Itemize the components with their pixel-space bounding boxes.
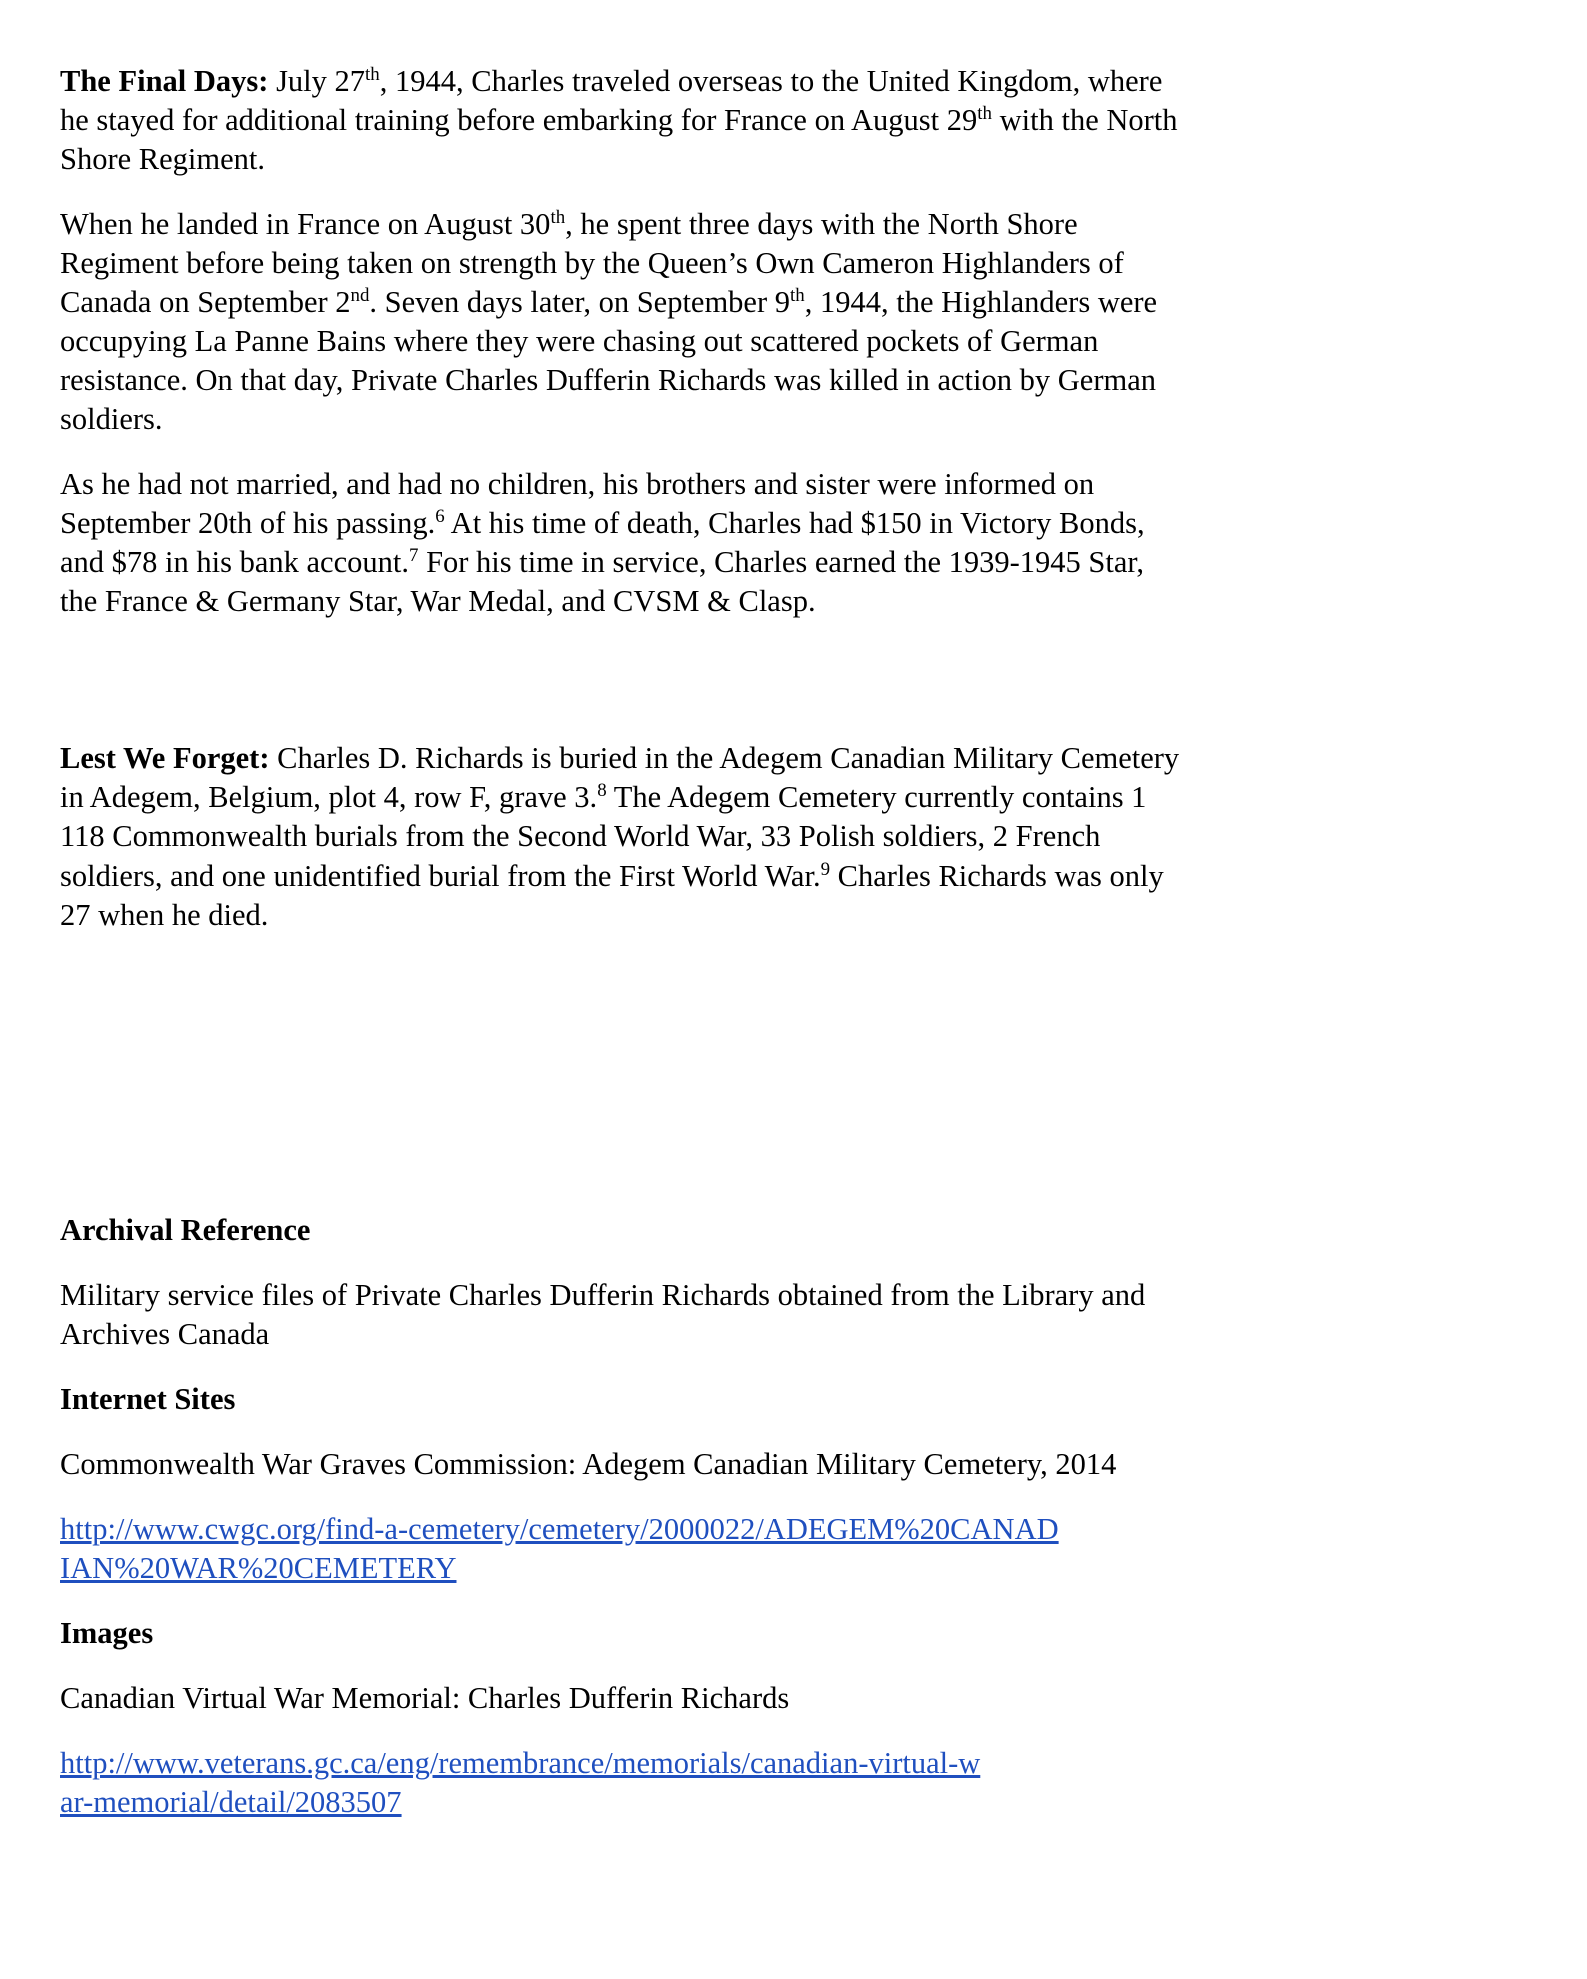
archival-reference-entry: Military service files of Private Charles Dufferin Richards obtained from the Library and Archives Canada xyxy=(60,1277,1146,1351)
superscript-marker: th xyxy=(365,63,380,85)
paragraph-landing-in-france xyxy=(60,205,1180,439)
paragraph-final-days-text: July 27th, 1944, Charles traveled overseas to the United Kingdom, where he stayed for additional training before embarking for France on August 29th with the North Shore Regiment. xyxy=(60,63,1178,177)
heading-archival-reference: Archival Reference xyxy=(60,1212,311,1247)
cwgc-cemetery-link[interactable]: http://www.cwgc.org/find-a-cemetery/cemetery/2000022/ADEGEM%20CANADIAN%20WAR%20CEMETERY xyxy=(60,1511,1059,1585)
runin-heading-final-days: The Final Days: xyxy=(60,64,269,98)
superscript-marker: th xyxy=(550,206,566,228)
superscript-marker: 9 xyxy=(820,858,831,880)
document-body xyxy=(60,62,1180,1822)
paragraph-estate-and-medals-text: As he had not married, and had no children, his brothers and sister were informed on September 20th of his passing.$^6$ At his time of death, Charles had $150 in Victory Bonds, and $78 in his bank account.$^7$ For his time in service, Charles earned the 1939-1945 Star, the France & Germany Star, War Medal, and CVSM & Clasp. xyxy=(60,467,1145,619)
superscript-marker: 7 xyxy=(408,545,419,567)
cwgc-link-container xyxy=(60,1510,1065,1588)
superscript-marker: nd xyxy=(350,285,370,306)
superscript-marker: th xyxy=(790,285,805,306)
superscript-marker: 8 xyxy=(597,780,607,802)
paragraph-estate-and-medals xyxy=(60,465,1180,621)
superscript-marker: th xyxy=(977,102,992,124)
references-spacer xyxy=(60,961,1180,1211)
runin-heading-lest-we-forget: Lest We Forget: xyxy=(60,741,270,776)
superscript-marker: 6 xyxy=(435,506,445,528)
veterans-link-container xyxy=(60,1744,990,1822)
paragraph-lest-we-forget-text: Charles D. Richards is buried in the Adegem Canadian Military Cemetery in Adegem, Belgium, plot 4, row F, grave 3.$^8$ The Adegem Cemetery currently contains 1 118 Commonwealth burials from the Second World War, 33 Polish soldiers, 2 French soldiers, and one unidentified burial from the First World War.$^9$ Charles Richards was only 27 when he died. xyxy=(60,741,1180,932)
images-entry: Canadian Virtual War Memorial: Charles Dufferin Richards xyxy=(60,1680,790,1715)
canadian-virtual-war-memorial-link[interactable]: http://www.veterans.gc.ca/eng/remembrance/memorials/canadian-virtual-war-memorial/detail/2083507 xyxy=(60,1745,981,1819)
paragraph-landing-in-france-text: When he landed in France on August 30th, he spent three days with the North Shore Regiment before being taken on strength by the Queen’s Own Cameron Highlanders of Canada on September 2nd. Seven days later, on September 9th, 1944, the Highlanders were occupying La Panne Bains where they were chasing out scattered pockets of German resistance. On that day, Private Charles Dufferin Richards was killed in action by German soldiers. xyxy=(60,206,1158,437)
paragraph-final-days xyxy=(60,62,1180,179)
heading-images: Images xyxy=(60,1615,154,1650)
internet-sites-entry: Commonwealth War Graves Commission: Adegem Canadian Military Cemetery, 2014 xyxy=(60,1446,1117,1481)
heading-internet-sites: Internet Sites xyxy=(60,1381,236,1416)
paragraph-lest-we-forget xyxy=(60,739,1180,934)
paragraph-spacer xyxy=(60,647,1180,739)
